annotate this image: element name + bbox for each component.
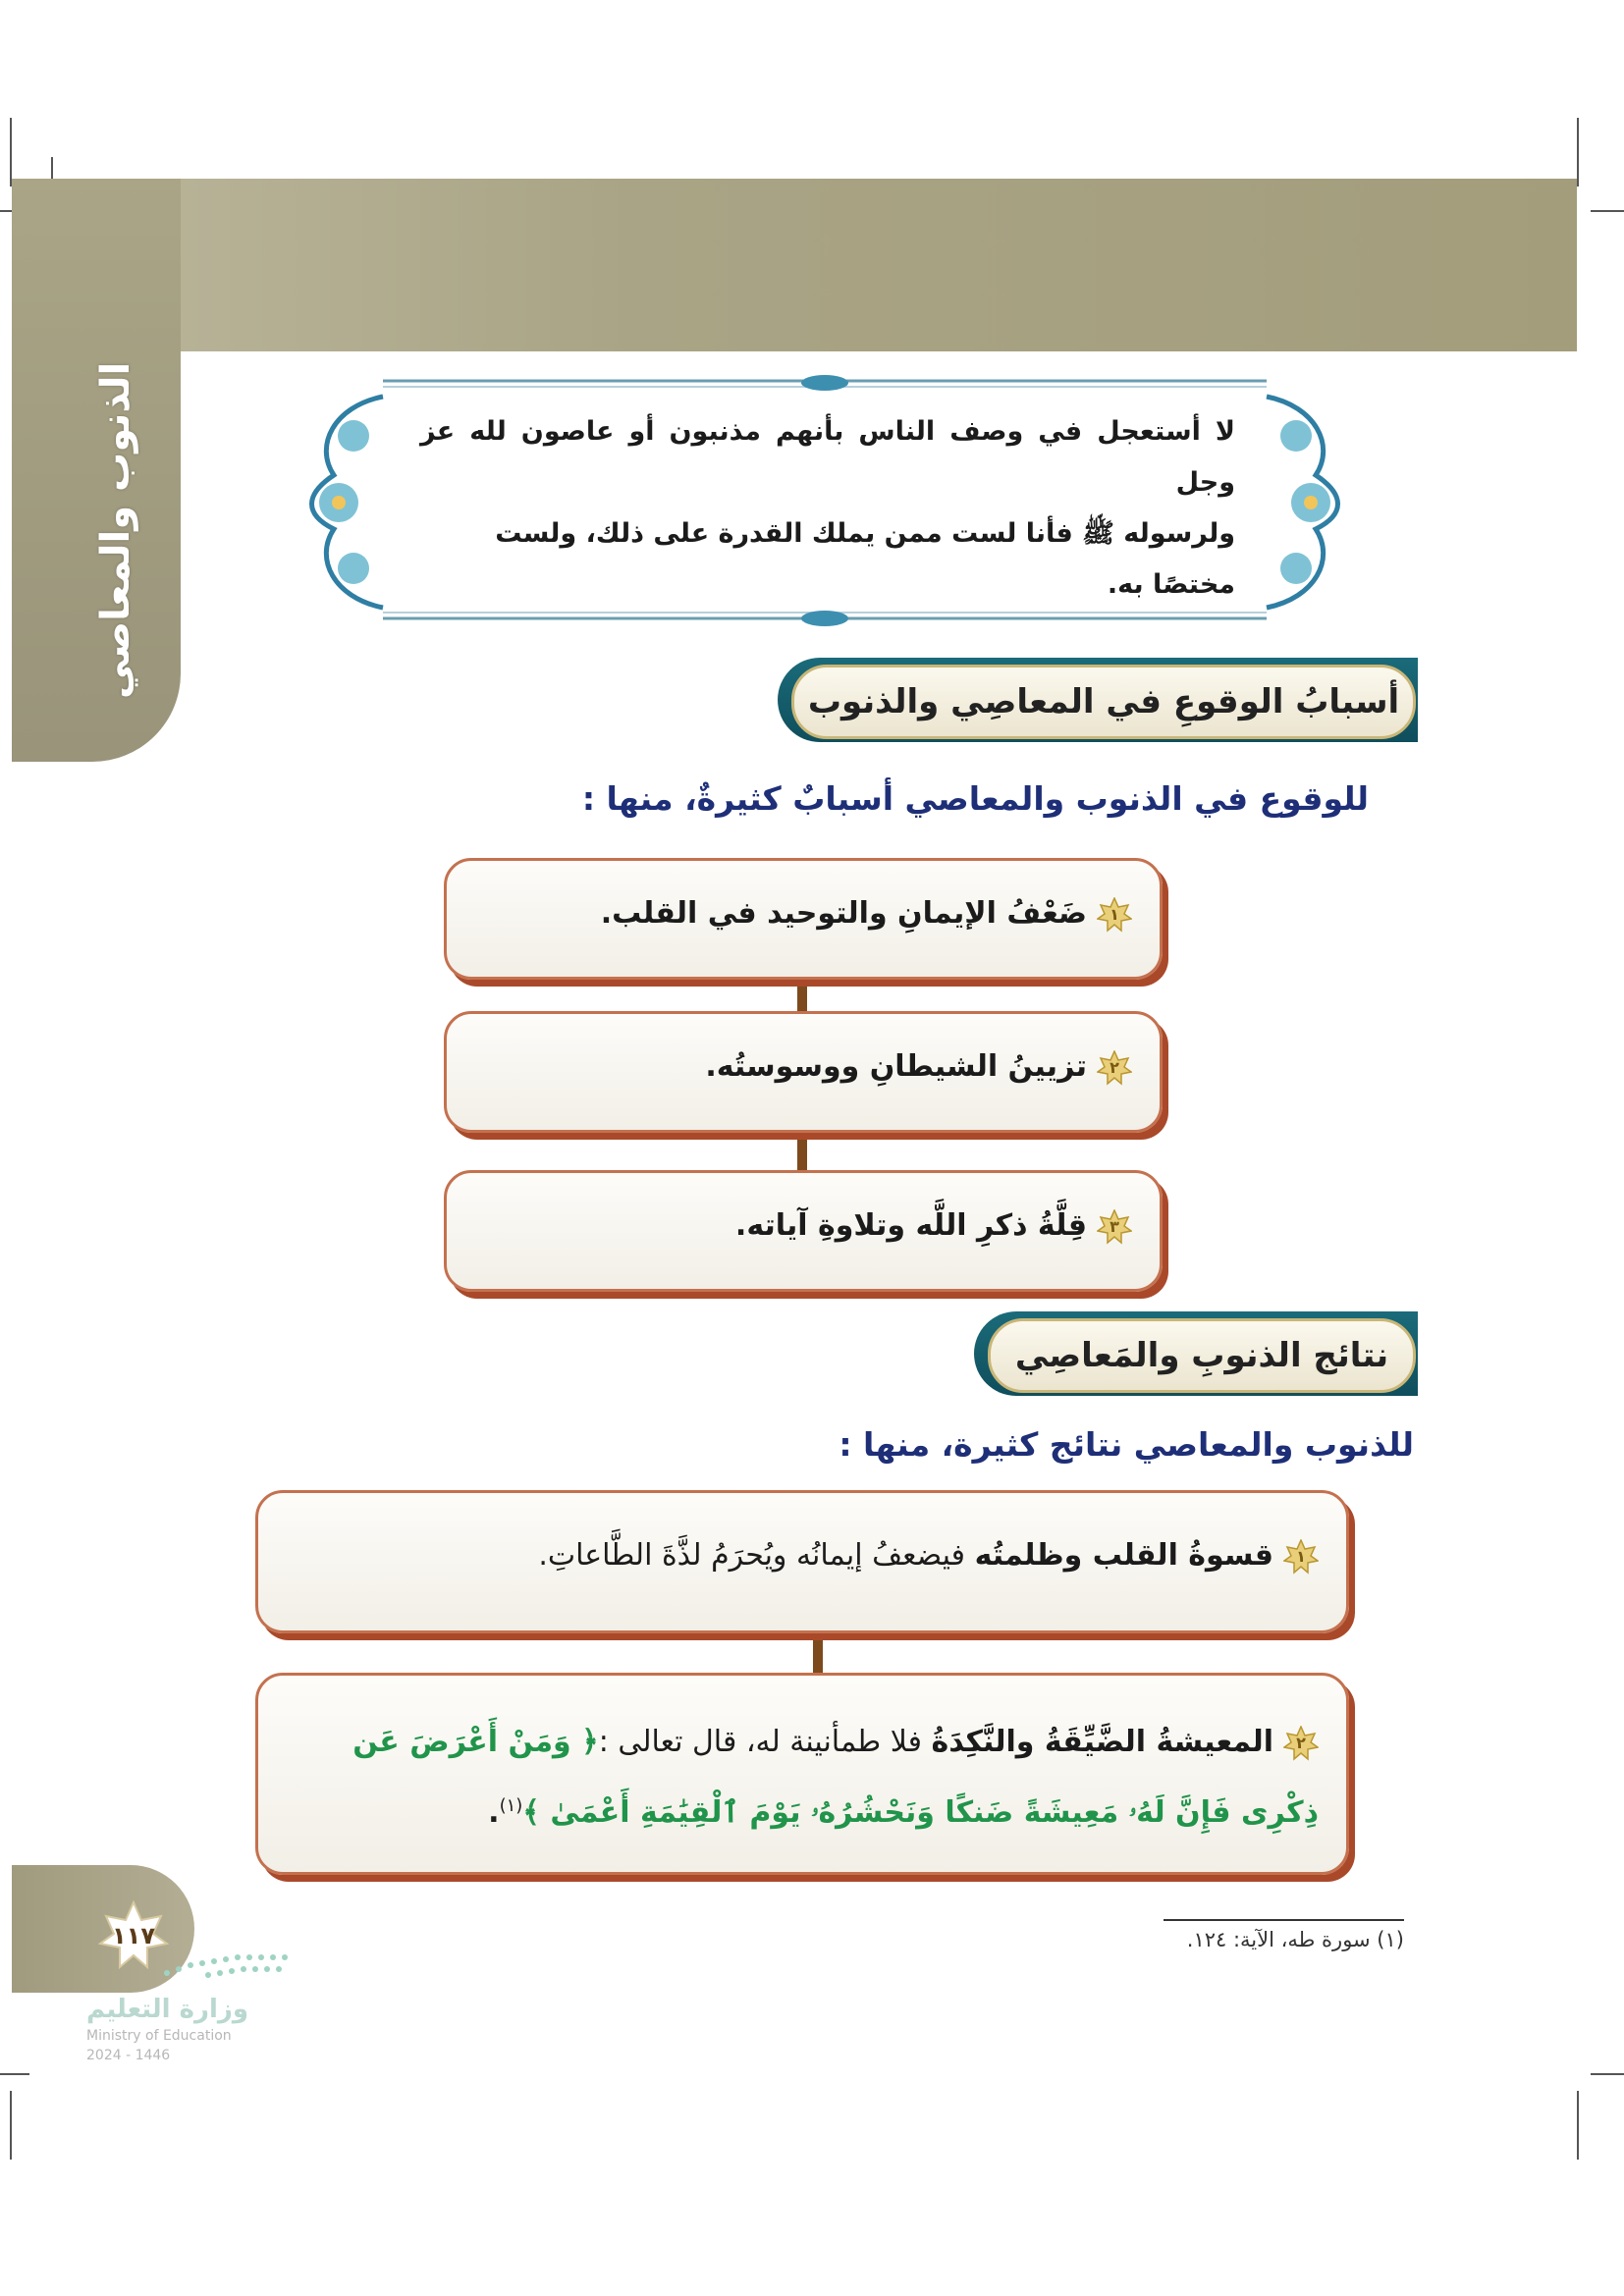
crop-mark — [1577, 118, 1579, 187]
number-label: ٣ — [1110, 1217, 1119, 1236]
quote-line: لا أستعجل في وصف الناس بأنهم مذنبون أو عاصون لله عز وجل — [420, 416, 1235, 498]
footnote-ref: (١) — [499, 1795, 523, 1816]
crop-mark — [1591, 210, 1624, 212]
crop-mark — [10, 2091, 12, 2160]
result-box — [255, 1490, 1349, 1633]
number-label: ٢ — [1296, 1734, 1306, 1752]
quote-line: ولرسوله ﷺ فأنا لست ممن يملك القدرة على ذلك، ولست — [495, 518, 1235, 549]
verse-end: . — [488, 1795, 500, 1830]
ministry-logo-dots-icon — [147, 1944, 295, 1993]
connector-line — [813, 1637, 823, 1673]
quran-verse: ﴿ وَمَنْ أَعْرَضَ عَن — [352, 1725, 599, 1759]
section-intro: للوقوع في الذنوب والمعاصي أسبابٌ كثيرةٌ، منها : — [581, 779, 1369, 818]
cause-box — [444, 1011, 1163, 1133]
crop-mark — [1591, 2073, 1624, 2075]
number-star-icon — [1283, 1726, 1319, 1761]
chapter-title: الذنوب والمعاصي — [93, 361, 138, 699]
number-star-icon — [1097, 1209, 1132, 1245]
content-panel — [181, 351, 1577, 353]
footnote: (١) سورة طه، الآية: ١٢٤. — [1186, 1928, 1404, 1951]
number-star-icon — [1283, 1539, 1319, 1575]
crop-mark — [1577, 2091, 1579, 2160]
header-banner — [12, 179, 1577, 351]
ministry-year: 2024 - 1446 — [86, 2048, 171, 2063]
crop-mark — [10, 118, 12, 187]
section-header-results — [974, 1311, 1418, 1396]
cause-text: قِلَّةُ ذكرِ اللَّه وتلاوةِ آياته. — [734, 1208, 1087, 1243]
result-title: قسوةُ القلب وظلمتُه — [974, 1538, 1273, 1573]
ministry-name-english: Ministry of Education — [86, 2028, 232, 2044]
page-number: ١١٧ — [112, 1922, 155, 1949]
ministry-name-arabic: وزارة التعليم — [86, 1995, 248, 2024]
result-text: فلا طمأنينة له، قال تعالى : — [598, 1725, 932, 1759]
result-box — [255, 1673, 1349, 1875]
footnote-divider — [1164, 1919, 1404, 1921]
number-label: ١ — [1296, 1547, 1306, 1566]
number-star-icon — [1097, 897, 1132, 933]
number-label: ١ — [1110, 905, 1119, 924]
connector-line — [797, 1132, 807, 1173]
result-title: المعيشةُ الضَّيِّقَةُ والنَّكِدَةُ — [931, 1725, 1273, 1759]
section-title: أسبابُ الوقوعِ في المعاصِي والذنوب — [791, 665, 1416, 739]
cause-text: تزيينُ الشيطانِ ووسوستُه. — [705, 1049, 1087, 1084]
crop-mark — [0, 2073, 29, 2075]
cause-box — [444, 1170, 1163, 1292]
cause-box — [444, 858, 1163, 980]
quote-text — [420, 406, 1235, 611]
result-text: فيضعفُ إيمانُه ويُحرَمُ لذَّةَ الطَّاعاتِ. — [538, 1538, 975, 1573]
number-label: ٢ — [1110, 1058, 1119, 1077]
section-header-causes — [778, 658, 1418, 742]
section-title: نتائج الذنوبِ والمَعاصِي — [988, 1318, 1416, 1393]
quote-line: مختصًا به. — [1107, 569, 1235, 600]
cause-text: ضَعْفُ الإيمانِ والتوحيد في القلب. — [600, 896, 1087, 931]
quote-frame — [295, 367, 1355, 638]
section-intro: للذنوب والمعاصي نتائج كثيرة، منها : — [839, 1425, 1414, 1464]
number-star-icon — [1097, 1050, 1132, 1086]
quran-verse: ذِكْرِى فَإِنَّ لَهُۥ مَعِيشَةً ضَنكًا وَنَحْشُرُهُۥ يَوْمَ ٱلْقِيَٰمَةِ أَعْمَىٰ ﴾ — [522, 1795, 1319, 1830]
